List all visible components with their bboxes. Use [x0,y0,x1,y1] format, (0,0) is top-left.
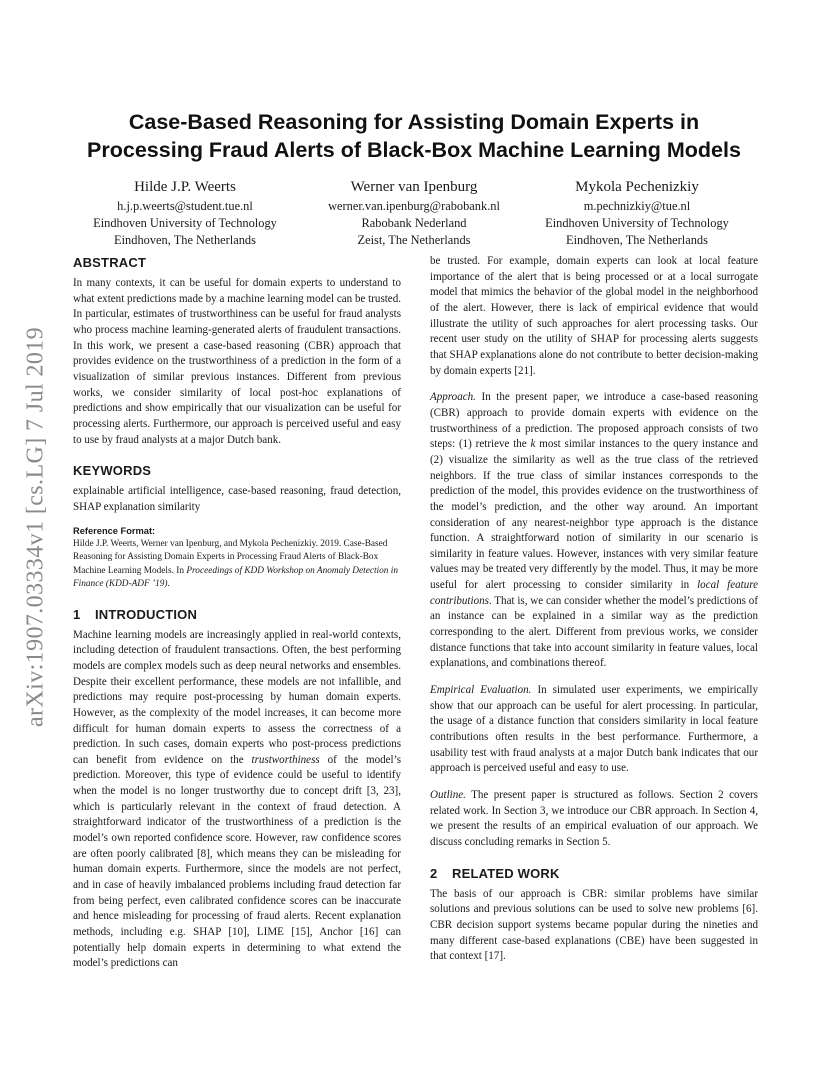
left-column [73,254,401,972]
introduction-heading [73,606,401,623]
author-affiliation: Rabobank Nederland [361,216,467,230]
author-block-1 [80,178,290,249]
approach-text: most similar instances to the query instance and (2) visualize the similarity as well as the true class of the retrieved neighbors. If the true class of similar instances corresponds to the prediction of the model, this provides evidence on the trustworthiness of the model’s prediction, and the other way around. An important consideration of any nearest-neighbor type approach is the distance function. A straightforward notion of similarity in our scenario is similarity in feature values. However, instances with very similar feature values may be treated very differently by the model. Thus, it may be more useful for alert processing to consider similarity in [430,438,758,592]
introduction-text [73,628,401,972]
author-email: m.pechnizkiy@tue.nl [583,199,691,213]
approach-paragraph [430,390,758,672]
author-affiliation: Eindhoven University of Technology [93,216,277,230]
author-block-2 [309,178,519,249]
author-email: werner.van.ipenburg@rabobank.nl [328,199,500,213]
k-variable: k [530,438,536,451]
title-line-1: Case-Based Reasoning for Assisting Domain Experts in [128,110,700,134]
paper-title [60,108,768,164]
author-affiliation: Eindhoven University of Technology [545,216,729,230]
keywords-text: explainable artificial intelligence, case-based reasoning, fraud detection, SHAP explanation similarity [73,485,401,513]
author-email: h.j.p.weerts@student.tue.nl [117,199,253,213]
author-block-3 [532,178,742,249]
approach-text: In the present paper, we introduce a case-based reasoning (CBR) approach to provide domain experts with evidence on the trustworthiness of a prediction. The proposed approach consists of two steps: (1) retrieve the [430,391,758,451]
section-number: 2 [430,865,438,881]
keywords-heading: KEYWORDS [73,463,152,479]
outline-text: The present paper is structured as follows. Section 2 covers related work. In Section 3, we introduce our CBR approach. In Section 4, we present the results of an empirical evaluation of our approach. We discuss concluding remarks in Section 5. [430,789,758,848]
empirical-evaluation-text: In simulated user experiments, we empirically show that our approach can be useful for alert processing. In particular, the usage of a distance function that considers similarity in local feature contributions often results in the best performance. Furthermore, a usability test with fraud analysts at a major Dutch bank indicates that our approach is perceived useful and easy to use. [430,684,758,775]
introduction-continued: be trusted. For example, domain experts can look at local feature importance of the alert that is being processed or at a local surrogate model that mimics the behavior of the global model in the neighborhood of the alert. However, there is lack of empirical evidence that would illustrate the utility of such approaches for alert processing tasks. Our recent user study on the utility of SHAP for processing alerts suggests that SHAP explanations alone do not contribute to better decision-making by domain experts [21]. [430,255,758,377]
arxiv-identifier-text: arXiv:1907.03334v1 [cs.LG] 7 Jul 2019 [22,326,49,728]
local-feature-contributions-emphasis: local feature contributions [430,579,759,607]
reference-format [73,525,401,592]
author-name: Mykola Pechenizkiy [575,179,699,195]
trustworthiness-emphasis: trustworthiness [251,753,320,766]
approach-label: Approach. [430,391,476,404]
outline-paragraph [430,788,758,851]
reference-format-heading: Reference Format: [73,525,156,536]
introduction-text-part: Machine learning models are increasingly applied in real-world contexts, including detection of fraudulent transactions. Often, the best performing models are complex models such as deep neural networks and ensembles. Despite their excellent performance, these models are not infallible, and predictions may require post-processing by human domain experts. However, as the complexity of the model increases, it can become more difficult for human domain experts to assess the correctness of a prediction. In such cases, domain experts who post-process predictions can benefit from evidence on the [73,628,401,766]
approach-text: . That is, we can consider whether the model’s predictions of an instance can be explained in a similar way as the prediction corresponding to the alert. Different from previous works, we consider distance functions that take into account similarity in feature values, local explanations, and combinations thereof. [430,594,758,670]
author-location: Zeist, The Netherlands [357,233,471,247]
author-location: Eindhoven, The Netherlands [566,233,708,247]
introduction-text-part: of the model’s prediction. Moreover, this type of evidence could be useful to identify when the model is no longer trustworthy due to concept drift [3, 23], which is particularly relevant in the context of fraud detection. A straightforward indicator of the trustworthiness of a prediction is the model’s own reported confidence score. However, raw confidence scores are often poorly calibrated [8], which means they can be misleading for human domain experts. Furthermore, since the models are not perfect, and in case of heavily imbalanced problems including fraud detection far from being perfect, even calibrated confidence scores can be inaccurate and hence misleading for processing of fraud alerts. Recent explanation methods, including e.g. SHAP [10], LIME [15], Anchor [16] can potentially help domain experts in determining to what extend the model’s predictions can [73,753,401,970]
section-title: RELATED WORK [452,865,560,881]
related-work-heading [430,865,758,882]
author-name: Hilde J.P. Weerts [134,179,236,195]
related-work-text: The basis of our approach is CBR: similar problems have similar solutions and previous solutions can be used to solve new problems [6]. CBR decision support systems became popular during the nineties and many different case-based explanations (CBE) have been suggested in that context [17]. [430,887,758,963]
abstract-text: In many contexts, it can be useful for domain experts to understand to what extent predictions made by a machine learning model can be trusted. In particular, estimates of trustworthiness can be useful for fraud analysts who process machine learning-generated alerts of fraudulent transactions. In this work, we present a case-based reasoning (CBR) approach that provides evidence on the trustworthiness of a prediction in the form of a visualization of similar previous instances. Different from previous works, we consider similarity of local post-hoc explanations of predictions and show empirically that our visualization can be useful for processing alerts. Furthermore, our approach is perceived useful and easy to use by fraud analysts at a major Dutch bank. [73,277,401,446]
reference-text-end: . [167,579,170,590]
title-line-2: Processing Fraud Alerts of Black-Box Machine Learning Models [87,138,741,162]
section-number: 1 [73,606,81,622]
right-column [430,254,758,965]
reference-text: Hilde J.P. Weerts, Werner van Ipenburg, and Mykola Pechenizkiy. 2019. Case-Based Reasoning for Assisting Domain Experts in Processing Fraud Alerts of Black-Box Machine Learning Models. In [73,538,388,576]
outline-label: Outline. [430,789,466,801]
empirical-evaluation-label: Empirical Evaluation. [430,684,532,697]
author-name: Werner van Ipenburg [350,179,478,195]
section-title: INTRODUCTION [95,606,198,622]
abstract-heading: ABSTRACT [73,255,147,270]
author-location: Eindhoven, The Netherlands [114,233,256,247]
empirical-evaluation-paragraph [430,683,758,777]
reference-venue: Proceedings of KDD Workshop on Anomaly Detection in Finance (KDD-ADF ’19) [73,565,398,590]
arxiv-identifier-stamp [14,0,54,1072]
